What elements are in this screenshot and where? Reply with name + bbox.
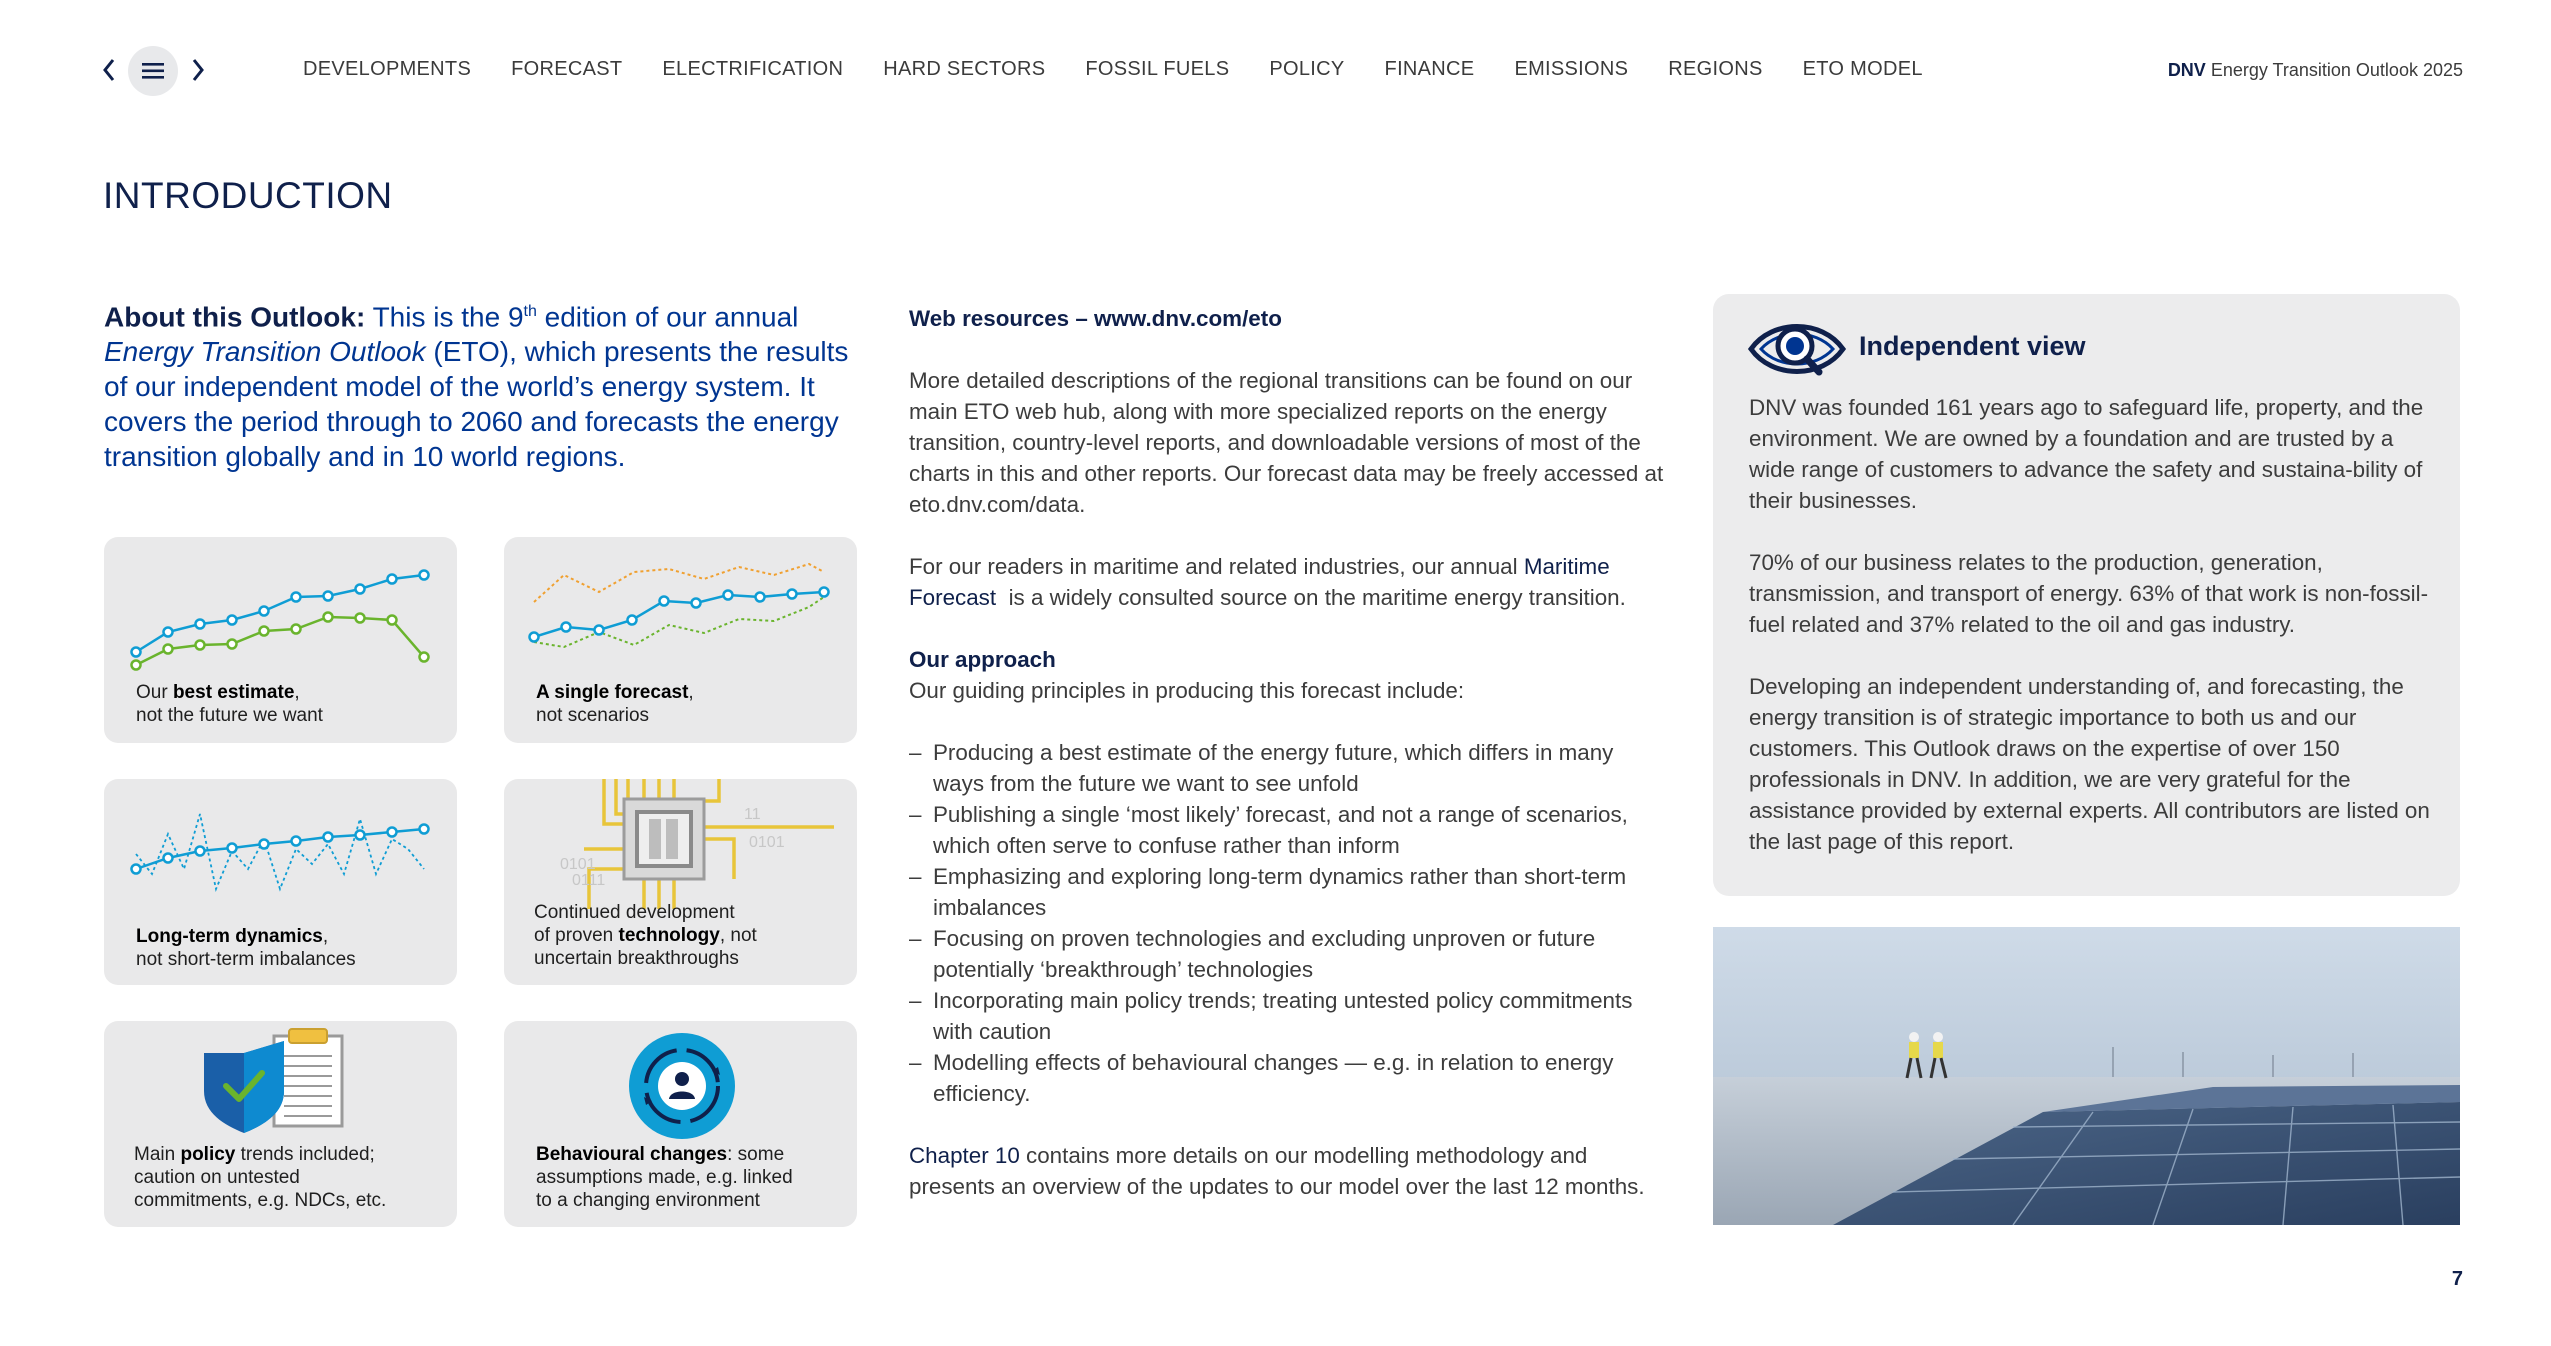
section-nav — [303, 58, 1963, 81]
solar-farm-illustration — [1713, 927, 2460, 1225]
binary-text: 0111 — [572, 872, 606, 889]
nav-fossil-fuels[interactable]: FOSSIL FUELS — [1085, 58, 1230, 80]
eye-magnifier-icon — [1747, 314, 1847, 384]
caption-text: assumptions made, e.g. linked — [536, 1167, 793, 1188]
caption-text: not the future we want — [136, 705, 323, 726]
caption-text: uncertain breakthroughs — [534, 948, 739, 969]
nav-finance[interactable]: FINANCE — [1384, 58, 1475, 80]
independent-view-panel — [1713, 294, 2460, 896]
approach-list — [909, 737, 1669, 1109]
report-brand — [2168, 60, 2463, 81]
binary-text: 0101 — [749, 834, 785, 851]
binary-text: 0101 — [560, 856, 596, 873]
card-caption — [136, 681, 323, 727]
card-caption — [536, 681, 694, 727]
maritime-forecast-link[interactable]: Maritime Forecast — [909, 554, 1610, 610]
caption-text: trends included; — [235, 1144, 375, 1165]
intro-text-1: This is the 9 — [372, 301, 524, 333]
caption-bold: Long-term dynamics — [136, 926, 323, 947]
trend-chart-icon — [104, 779, 457, 929]
caption-text: : some — [727, 1144, 785, 1165]
list-item: – Focusing on proven technologies and excluding unproven or future potentially ‘breakthrough’ technologies — [909, 923, 1669, 985]
caption-text: , — [322, 926, 329, 947]
card-long-term-dynamics — [104, 779, 457, 985]
nav-electrification[interactable]: ELECTRIFICATION — [662, 58, 844, 80]
caption-text: , — [294, 682, 300, 703]
intro-paragraph — [104, 294, 864, 474]
caption-text: of proven — [534, 925, 619, 946]
web-paragraph-2 — [909, 551, 1669, 613]
caption-text: not scenarios — [536, 705, 650, 726]
eto-website-link[interactable]: www.dnv.com/eto — [1094, 306, 1282, 331]
list-item: – Incorporating main policy trends; treating untested policy commitments with caution — [909, 985, 1669, 1047]
nav-developments[interactable]: DEVELOPMENTS — [303, 58, 472, 80]
shield-clipboard-icon — [104, 1021, 457, 1141]
binary-text: 11 — [744, 806, 761, 823]
line-chart-icon — [104, 537, 457, 687]
web-resources — [909, 303, 1669, 334]
hamburger-icon — [128, 46, 178, 96]
chevron-right-icon — [182, 52, 212, 88]
caption-bold: best estimate — [172, 682, 295, 703]
nav-regions[interactable]: REGIONS — [1668, 58, 1763, 80]
caption-bold: technology — [618, 925, 720, 946]
list-item: – Modelling effects of behavioural changes — e.g. in relation to energy efficiency. — [909, 1047, 1669, 1109]
top-navigation — [0, 0, 2551, 140]
caption-text: Our — [136, 682, 173, 703]
intro-text-3: (ETO), which presents the results of our independent model of the world’s energy system. It covers the period through to 2060 and forecasts the energy transition globally and in 10 world regions. — [104, 336, 849, 473]
card-single-forecast — [504, 537, 857, 743]
closing-paragraph — [909, 1140, 1669, 1202]
card-caption — [536, 1143, 793, 1212]
card-policy — [104, 1021, 457, 1227]
page-number: 7 — [2451, 1268, 2463, 1290]
web-paragraph-1: More detailed descriptions of the regional transitions can be found on our main ETO web hub, along with more specialized reports on the energy transition, country-level reports, and downloadable versions of most of the charts in this and other reports. Our forecast data may be freely accessed at eto.dnv.com/data. — [909, 368, 1664, 517]
middle-column — [909, 303, 1669, 1233]
panel-paragraph: DNV was founded 161 years ago to safeguard life, property, and the environment. We are owned by a foundation and are trusted by a wide range of customers to advance the safety and sustaina-bility of their businesses. — [1749, 395, 2424, 513]
caption-text: not short-term imbalances — [136, 949, 356, 970]
card-behavioural-changes — [504, 1021, 857, 1227]
caption-text: Continued development — [534, 902, 735, 923]
person-cycle-icon — [504, 1021, 857, 1146]
web-paragraph-2-text: For our readers in maritime and related industries, our annual — [909, 554, 1518, 579]
caption-bold: A single forecast — [536, 682, 689, 703]
chevron-left-icon — [95, 52, 125, 88]
caption-bold: policy — [180, 1144, 236, 1165]
nav-eto-model[interactable]: ETO MODEL — [1802, 58, 1923, 80]
caption-text: to a changing environment — [536, 1190, 760, 1211]
panel-paragraph: Developing an independent understanding of, and forecasting, the energy transition is of strategic importance to both us and our customers. This Outlook draws on the expertise of over 150 professionals in DNV. In addition, we are very grateful for the assistance provided by external experts. All contributors are listed on the last page of this report. — [1749, 674, 2430, 854]
card-caption — [134, 1143, 386, 1212]
caption-text: caution on untested — [134, 1167, 300, 1188]
list-item: – Emphasizing and exploring long-term dynamics rather than short-term imbalances — [909, 861, 1669, 923]
panel-title: Independent view — [1859, 331, 2086, 361]
menu-button[interactable] — [128, 46, 178, 96]
approach-heading: Our approach — [909, 647, 1056, 672]
card-best-estimate — [104, 537, 457, 743]
approach-intro: Our guiding principles in producing this forecast include: — [909, 678, 1465, 703]
list-item: – Publishing a single ‘most likely’ forecast, and not a range of scenarios, which often serve to confuse rather than inform — [909, 799, 1669, 861]
next-page-button[interactable] — [182, 52, 212, 88]
nav-emissions[interactable]: EMISSIONS — [1514, 58, 1629, 80]
intro-report-name: Energy Transition Outlook — [104, 336, 426, 368]
intro-superscript: th — [523, 303, 537, 320]
intro-lead: About this Outlook: — [104, 301, 366, 333]
page-title: INTRODUCTION — [103, 175, 393, 216]
web-paragraph-2-text: is a widely consulted source on the maritime energy transition. — [1008, 585, 1626, 610]
caption-text: , not — [719, 925, 757, 946]
web-resources-heading: Web resources – — [909, 306, 1088, 331]
list-item: – Producing a best estimate of the energy future, which differs in many ways from the future we want to see unfold — [909, 737, 1669, 799]
chapter-10-link[interactable]: Chapter 10 — [909, 1143, 1020, 1168]
card-technology — [504, 779, 857, 985]
card-caption — [136, 925, 356, 971]
panel-text — [1749, 392, 2439, 888]
caption-text: Main — [134, 1144, 181, 1165]
nav-policy[interactable]: POLICY — [1269, 58, 1345, 80]
caption-bold: Behavioural changes — [536, 1144, 728, 1165]
brand-logo-text: DNV — [2167, 60, 2206, 80]
intro-text-2: edition of our annual — [544, 301, 799, 333]
microchip-icon — [504, 779, 857, 909]
nav-hard-sectors[interactable]: HARD SECTORS — [883, 58, 1046, 80]
nav-forecast[interactable]: FORECAST — [511, 58, 623, 80]
caption-text: , — [688, 682, 694, 703]
previous-page-button[interactable] — [95, 52, 125, 88]
card-caption — [534, 901, 757, 970]
caption-text: commitments, e.g. NDCs, etc. — [134, 1190, 387, 1211]
closing-text: contains more details on our modelling methodology and presents an overview of the updates to our model over the last 12 months. — [909, 1143, 1645, 1199]
forecast-chart-icon — [504, 537, 857, 687]
panel-paragraph: 70% of our business relates to the production, generation, transmission, and transport of energy. 63% of that work is non-fossil-fuel related and 37% related to the oil and gas industry. — [1749, 550, 2429, 637]
brand-title: Energy Transition Outlook 2025 — [2210, 60, 2463, 80]
solar-panel-photo — [1713, 927, 2460, 1225]
